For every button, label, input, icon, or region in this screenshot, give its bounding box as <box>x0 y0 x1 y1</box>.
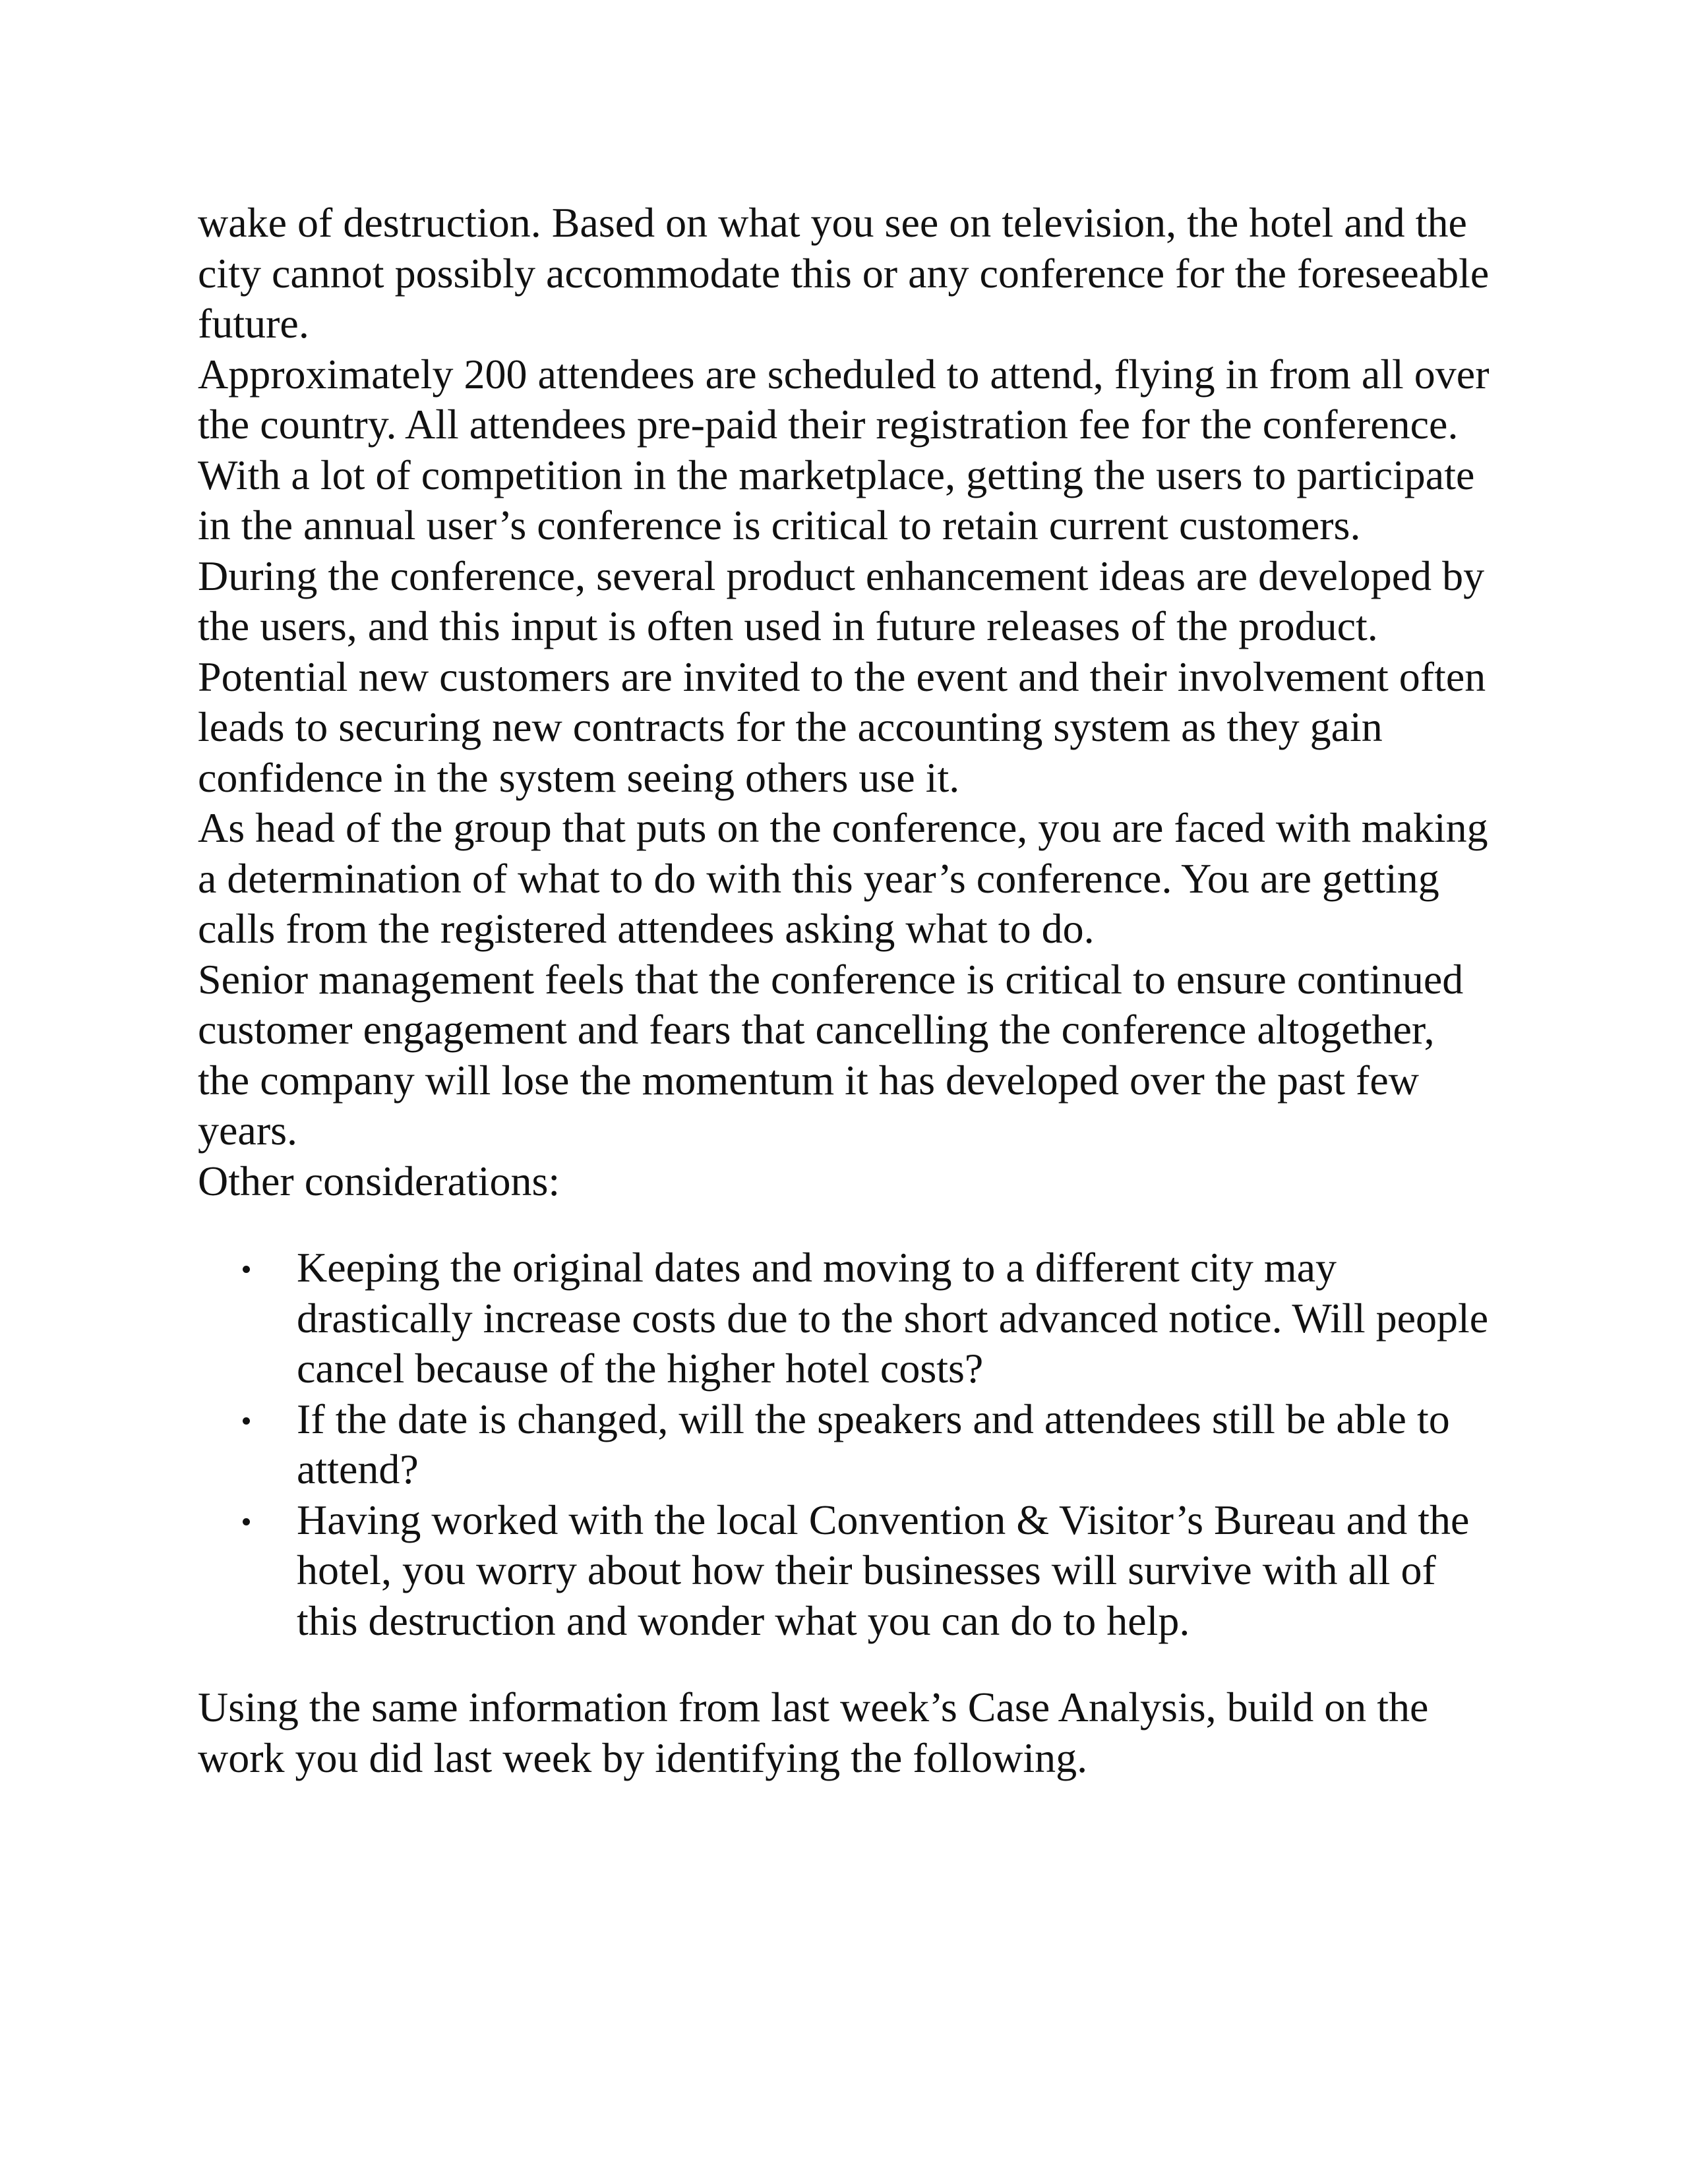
closing-paragraph: Using the same information from last week’s Case Analysis, build on the work you did last week by identifying the following. <box>198 1684 1429 1781</box>
paragraph: Senior management feels that the conference is critical to ensure continued customer engagement and fears that cancelling the conference altogether, the company will lose the momentum it has developed over the past few years. <box>198 955 1464 1154</box>
document-page <box>198 198 1490 1783</box>
considerations-list <box>198 1243 1490 1646</box>
paragraph: As head of the group that puts on the conference, you are faced with making a determination of what to do with this year’s conference. You are getting calls from the registered attendees asking what to do. <box>198 804 1488 952</box>
bullet-icon <box>243 1266 250 1273</box>
list-item-text: If the date is changed, will the speakers and attendees still be able to attend? <box>297 1395 1450 1492</box>
paragraph: Potential new customers are invited to the event and their involvement often leads to securing new contracts for the accounting system as they gain confidence in the system seeing others use it. <box>198 653 1486 801</box>
list-item-text: Keeping the original dates and moving to a different city may drastically increase costs due to the short advanced notice. Will people cancel because of the higher hotel costs? <box>297 1244 1489 1392</box>
paragraph: Other considerations: <box>198 1157 560 1204</box>
bullet-icon <box>243 1518 250 1525</box>
list-item <box>198 1394 1490 1495</box>
list-item-text: Having worked with the local Convention & Visitor’s Bureau and the hotel, you worry about how their businesses will survive with all of this destruction and wonder what you can do to help. <box>297 1496 1470 1644</box>
list-item <box>198 1243 1490 1394</box>
list-item <box>198 1495 1490 1647</box>
paragraph: Approximately 200 attendees are scheduled to attend, flying in from all over the country. All attendees pre-paid their registration fee for the conference. <box>198 350 1490 448</box>
bullet-icon <box>243 1417 250 1425</box>
paragraph: wake of destruction. Based on what you see on television, the hotel and the city cannot possibly accommodate this or any conference for the foreseeable future. <box>198 199 1490 347</box>
paragraph: With a lot of competition in the marketplace, getting the users to participate in the annual user’s conference is critical to retain current customers. During the conference, several product enhancement ideas are developed by the users, and this input is often used in future releases of the product. <box>198 451 1485 649</box>
